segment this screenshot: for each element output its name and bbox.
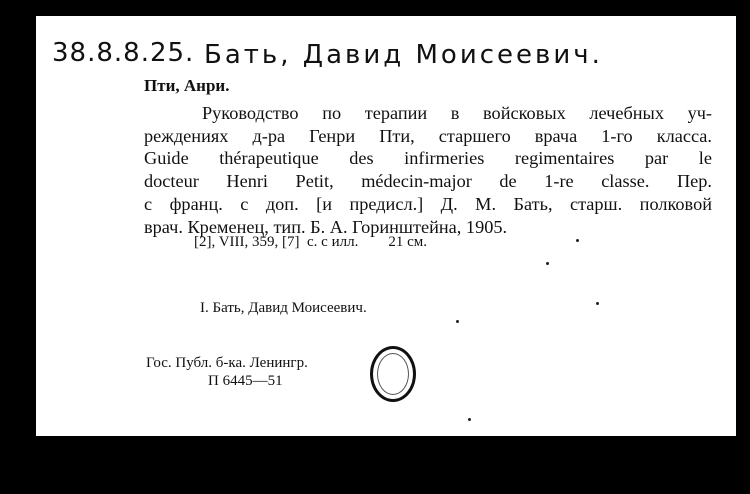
scan-border-top — [0, 0, 750, 16]
added-entry: I. Бать, Давид Моисеевич. — [200, 300, 367, 316]
handwritten-heading: Бать, Давид Моисеевич. — [204, 40, 603, 70]
bibliographic-description — [144, 102, 712, 238]
description-line: врач. Кременец, тип. Б. А. Горинштейна, 1905. — [144, 216, 508, 237]
scan-speck — [546, 262, 549, 265]
scan-speck — [456, 320, 459, 323]
description-line: реждениях д-ра Генри Пти, старшего врача 1-го класса. — [144, 125, 712, 146]
scan-speck — [468, 418, 471, 421]
description-line: Руководство по терапии в войсковых лечебных уч- — [202, 103, 712, 123]
collation: [2], VIII, 359, [7] с. с илл. 21 см. — [194, 234, 427, 250]
catalog-card — [36, 16, 736, 436]
shelf-mark: 38.8.8.25. — [52, 38, 195, 68]
library-holding — [146, 354, 308, 390]
description-line: с франц. с доп. [и предисл.] Д. М. Бать, старш. полковой — [144, 193, 712, 214]
scan-border-left — [0, 0, 36, 494]
library-name: Гос. Публ. б-ка. Ленингр. — [146, 355, 308, 371]
call-number: П 6445—51 — [208, 373, 283, 389]
scan-speck — [596, 302, 599, 305]
author-heading: Пти, Анри. — [144, 76, 230, 95]
library-stamp — [370, 346, 416, 402]
description-line: docteur Henri Petit, médecin-major de 1-re classe. Пер. — [144, 171, 712, 192]
scan-border-right — [736, 0, 750, 440]
scan-speck — [576, 239, 579, 242]
scan-border-bottom — [0, 436, 750, 494]
description-line: Guide thérapeutique des infirmeries regimentaires par le — [144, 148, 712, 169]
